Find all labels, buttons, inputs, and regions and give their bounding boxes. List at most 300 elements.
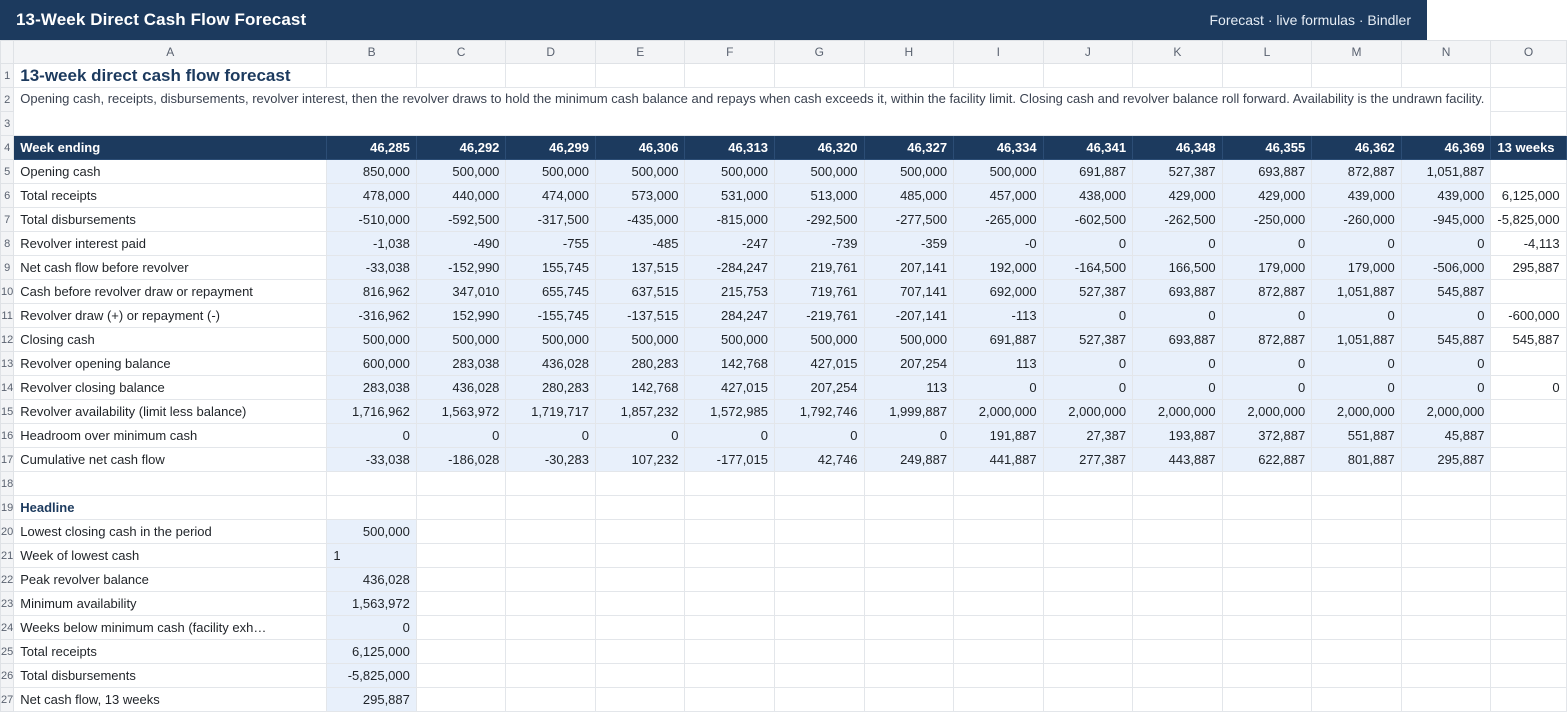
total-column-label[interactable]: 13 weeks [1491,136,1566,160]
empty-cell[interactable] [685,664,775,688]
value-cell[interactable]: 1,051,887 [1312,280,1402,304]
value-cell[interactable]: 478,000 [327,184,417,208]
value-cell[interactable]: 0 [1133,352,1223,376]
empty-cell[interactable] [1043,592,1133,616]
empty-cell[interactable] [685,616,775,640]
value-cell[interactable]: 277,387 [1043,448,1133,472]
empty-cell[interactable] [1491,568,1566,592]
row-header[interactable]: 16 [1,424,14,448]
sheet-note[interactable]: Opening cash, receipts, disbursements, revolver interest, then the revolver draws to hold the minimum cash balance and repays when cash exceeds it, within the facility limit. Closing cash and revolver balance roll forward. Availability is the undrawn facility. [14,88,1491,136]
empty-cell[interactable] [1312,64,1402,88]
value-cell[interactable]: 719,761 [775,280,865,304]
value-cell[interactable]: 113 [954,352,1044,376]
value-cell[interactable]: 0 [685,424,775,448]
value-cell[interactable]: 457,000 [954,184,1044,208]
empty-cell[interactable] [775,472,865,496]
value-cell[interactable]: 155,745 [506,256,596,280]
value-cell[interactable]: 0 [775,424,865,448]
value-cell[interactable]: 0 [1133,304,1223,328]
value-cell[interactable]: 573,000 [595,184,685,208]
value-cell[interactable]: 443,887 [1133,448,1223,472]
value-cell[interactable]: 622,887 [1222,448,1312,472]
value-cell[interactable]: -277,500 [864,208,954,232]
empty-cell[interactable] [1491,496,1566,520]
empty-cell[interactable] [327,64,417,88]
value-cell[interactable]: 45,887 [1401,424,1491,448]
value-cell[interactable]: 113 [864,376,954,400]
empty-cell[interactable] [1401,592,1491,616]
value-cell[interactable]: 0 [1043,376,1133,400]
empty-cell[interactable] [1133,568,1223,592]
row-label[interactable]: Revolver interest paid [14,232,327,256]
value-cell[interactable]: -490 [416,232,506,256]
value-cell[interactable]: 283,038 [327,376,417,400]
empty-cell[interactable] [775,64,865,88]
value-cell[interactable]: 0 [1401,232,1491,256]
empty-cell[interactable] [864,664,954,688]
empty-cell[interactable] [1312,688,1402,712]
empty-cell[interactable] [1401,568,1491,592]
empty-cell[interactable] [685,472,775,496]
column-header[interactable]: H [864,41,954,64]
empty-cell[interactable] [954,496,1044,520]
empty-cell[interactable] [1312,496,1402,520]
empty-cell[interactable] [506,496,596,520]
empty-cell[interactable] [506,664,596,688]
week-ending-date[interactable]: 46,292 [416,136,506,160]
empty-cell[interactable] [1043,472,1133,496]
column-header[interactable]: C [416,41,506,64]
value-cell[interactable]: 801,887 [1312,448,1402,472]
empty-cell[interactable] [1133,520,1223,544]
headline-item-label[interactable]: Net cash flow, 13 weeks [14,688,327,712]
value-cell[interactable]: 179,000 [1312,256,1402,280]
value-cell[interactable]: 693,887 [1133,280,1223,304]
value-cell[interactable]: 192,000 [954,256,1044,280]
value-cell[interactable]: 500,000 [685,328,775,352]
select-all-corner[interactable] [1,41,14,64]
value-cell[interactable]: 527,387 [1133,160,1223,184]
empty-cell[interactable] [416,472,506,496]
row-header[interactable]: 22 [1,568,14,592]
row-header[interactable]: 11 [1,304,14,328]
total-cell[interactable] [1491,352,1566,376]
value-cell[interactable]: 0 [1222,352,1312,376]
value-cell[interactable]: 2,000,000 [1133,400,1223,424]
row-header[interactable]: 20 [1,520,14,544]
value-cell[interactable]: 850,000 [327,160,417,184]
week-ending-date[interactable]: 46,369 [1401,136,1491,160]
empty-cell[interactable] [595,64,685,88]
value-cell[interactable]: -207,141 [864,304,954,328]
headline-item-label[interactable]: Weeks below minimum cash (facility exh… [14,616,327,640]
total-cell[interactable] [1491,424,1566,448]
headline-item-value[interactable]: 295,887 [327,688,417,712]
week-ending-date[interactable]: 46,299 [506,136,596,160]
value-cell[interactable]: -152,990 [416,256,506,280]
empty-cell[interactable] [1133,616,1223,640]
headline-item-value[interactable]: 6,125,000 [327,640,417,664]
empty-cell[interactable] [1222,688,1312,712]
value-cell[interactable]: 500,000 [775,160,865,184]
value-cell[interactable]: 513,000 [775,184,865,208]
value-cell[interactable]: 693,887 [1222,160,1312,184]
empty-cell[interactable] [595,472,685,496]
headline-label[interactable]: Headline [14,496,327,520]
empty-cell[interactable] [954,544,1044,568]
row-header[interactable]: 18 [1,472,14,496]
value-cell[interactable]: 0 [1043,304,1133,328]
empty-cell[interactable] [1491,616,1566,640]
week-ending-date[interactable]: 46,362 [1312,136,1402,160]
value-cell[interactable]: 429,000 [1222,184,1312,208]
total-cell[interactable]: 6,125,000 [1491,184,1566,208]
value-cell[interactable]: 295,887 [1401,448,1491,472]
value-cell[interactable]: 427,015 [685,376,775,400]
value-cell[interactable]: 600,000 [327,352,417,376]
value-cell[interactable]: 691,887 [1043,160,1133,184]
total-cell[interactable] [1491,160,1566,184]
empty-cell[interactable] [864,568,954,592]
value-cell[interactable]: -113 [954,304,1044,328]
value-cell[interactable]: -510,000 [327,208,417,232]
week-ending-date[interactable]: 46,306 [595,136,685,160]
empty-cell[interactable] [1312,568,1402,592]
week-ending-date[interactable]: 46,320 [775,136,865,160]
empty-cell[interactable] [327,472,417,496]
value-cell[interactable]: 531,000 [685,184,775,208]
row-header[interactable]: 14 [1,376,14,400]
column-header[interactable]: F [685,41,775,64]
value-cell[interactable]: 1,999,887 [864,400,954,424]
empty-cell[interactable] [1312,616,1402,640]
value-cell[interactable]: 527,387 [1043,280,1133,304]
row-label[interactable]: Revolver opening balance [14,352,327,376]
column-header[interactable]: J [1043,41,1133,64]
empty-cell[interactable] [864,688,954,712]
value-cell[interactable]: 107,232 [595,448,685,472]
value-cell[interactable]: -0 [954,232,1044,256]
empty-cell[interactable] [1401,640,1491,664]
value-cell[interactable]: 42,746 [775,448,865,472]
spreadsheet-grid[interactable] [0,40,1560,720]
empty-cell[interactable] [685,640,775,664]
value-cell[interactable]: 1,572,985 [685,400,775,424]
empty-cell[interactable] [1133,472,1223,496]
total-cell[interactable]: 545,887 [1491,328,1566,352]
value-cell[interactable]: 691,887 [954,328,1044,352]
value-cell[interactable]: 207,141 [864,256,954,280]
value-cell[interactable]: 207,254 [864,352,954,376]
value-cell[interactable]: -33,038 [327,256,417,280]
empty-cell[interactable] [954,520,1044,544]
empty-cell[interactable] [1222,640,1312,664]
empty-cell[interactable] [506,472,596,496]
empty-cell[interactable] [416,568,506,592]
empty-cell[interactable] [1222,520,1312,544]
value-cell[interactable]: 693,887 [1133,328,1223,352]
value-cell[interactable]: 372,887 [1222,424,1312,448]
value-cell[interactable]: 0 [1312,352,1402,376]
value-cell[interactable]: 0 [506,424,596,448]
total-cell[interactable] [1491,400,1566,424]
value-cell[interactable]: 0 [1133,376,1223,400]
empty-cell[interactable] [864,592,954,616]
value-cell[interactable]: 436,028 [506,352,596,376]
value-cell[interactable]: 249,887 [864,448,954,472]
column-header[interactable]: O [1491,41,1566,64]
column-header[interactable]: M [1312,41,1402,64]
value-cell[interactable]: 655,745 [506,280,596,304]
empty-cell[interactable] [1491,664,1566,688]
empty-cell[interactable] [775,520,865,544]
value-cell[interactable]: 142,768 [685,352,775,376]
value-cell[interactable]: 0 [1312,232,1402,256]
empty-cell[interactable] [416,640,506,664]
value-cell[interactable]: 193,887 [1133,424,1223,448]
empty-cell[interactable] [1222,592,1312,616]
empty-cell[interactable] [506,592,596,616]
empty-cell[interactable] [1401,64,1491,88]
headline-item-label[interactable]: Total receipts [14,640,327,664]
value-cell[interactable]: -1,038 [327,232,417,256]
column-header[interactable]: E [595,41,685,64]
row-header[interactable]: 15 [1,400,14,424]
empty-cell[interactable] [416,64,506,88]
value-cell[interactable]: 1,857,232 [595,400,685,424]
value-cell[interactable]: 137,515 [595,256,685,280]
total-cell[interactable]: -600,000 [1491,304,1566,328]
empty-cell[interactable] [1222,568,1312,592]
row-label[interactable]: Headroom over minimum cash [14,424,327,448]
value-cell[interactable]: 440,000 [416,184,506,208]
empty-cell[interactable] [595,664,685,688]
empty-cell[interactable] [1312,664,1402,688]
empty-cell[interactable] [1312,544,1402,568]
empty-cell[interactable] [1133,544,1223,568]
value-cell[interactable]: -177,015 [685,448,775,472]
value-cell[interactable]: 500,000 [595,328,685,352]
empty-cell[interactable] [954,592,1044,616]
value-cell[interactable]: -755 [506,232,596,256]
value-cell[interactable]: -284,247 [685,256,775,280]
empty-cell[interactable] [954,64,1044,88]
headline-item-value[interactable]: 1 [327,544,417,568]
row-label[interactable]: Revolver availability (limit less balance) [14,400,327,424]
week-ending-date[interactable]: 46,327 [864,136,954,160]
empty-cell[interactable] [1312,640,1402,664]
value-cell[interactable]: 692,000 [954,280,1044,304]
empty-cell[interactable] [595,544,685,568]
value-cell[interactable]: 500,000 [506,328,596,352]
empty-cell[interactable] [506,640,596,664]
column-header[interactable]: D [506,41,596,64]
value-cell[interactable]: 0 [1043,352,1133,376]
empty-cell[interactable] [1133,640,1223,664]
value-cell[interactable]: 0 [864,424,954,448]
empty-cell[interactable] [1133,688,1223,712]
row-header[interactable]: 25 [1,640,14,664]
headline-item-value[interactable]: 0 [327,616,417,640]
row-label[interactable]: Revolver closing balance [14,376,327,400]
value-cell[interactable]: 0 [416,424,506,448]
empty-cell[interactable] [595,616,685,640]
value-cell[interactable]: 1,716,962 [327,400,417,424]
row-header[interactable]: 1 [1,64,14,88]
row-header[interactable]: 17 [1,448,14,472]
value-cell[interactable]: -30,283 [506,448,596,472]
empty-cell[interactable] [1401,544,1491,568]
empty-cell[interactable] [595,520,685,544]
value-cell[interactable]: 283,038 [416,352,506,376]
value-cell[interactable]: 0 [595,424,685,448]
value-cell[interactable]: 166,500 [1133,256,1223,280]
value-cell[interactable]: 872,887 [1312,160,1402,184]
headline-item-label[interactable]: Week of lowest cash [14,544,327,568]
empty-cell[interactable] [1312,472,1402,496]
value-cell[interactable]: 500,000 [416,328,506,352]
empty-cell[interactable] [685,520,775,544]
empty-cell[interactable] [1043,616,1133,640]
value-cell[interactable]: -815,000 [685,208,775,232]
value-cell[interactable]: 551,887 [1312,424,1402,448]
value-cell[interactable]: 545,887 [1401,280,1491,304]
column-header[interactable]: K [1133,41,1223,64]
row-label[interactable]: Cash before revolver draw or repayment [14,280,327,304]
value-cell[interactable]: 2,000,000 [1043,400,1133,424]
value-cell[interactable]: 816,962 [327,280,417,304]
empty-cell[interactable] [1491,544,1566,568]
empty-cell[interactable] [775,592,865,616]
value-cell[interactable]: 280,283 [595,352,685,376]
value-cell[interactable]: 0 [1401,352,1491,376]
empty-cell[interactable] [1312,520,1402,544]
empty-cell[interactable] [954,472,1044,496]
value-cell[interactable]: 872,887 [1222,280,1312,304]
empty-cell[interactable] [864,472,954,496]
empty-cell[interactable] [1043,688,1133,712]
row-header[interactable]: 10 [1,280,14,304]
empty-cell[interactable] [1043,640,1133,664]
value-cell[interactable]: -219,761 [775,304,865,328]
value-cell[interactable]: 500,000 [506,160,596,184]
row-label[interactable]: Total disbursements [14,208,327,232]
empty-cell[interactable] [595,568,685,592]
empty-cell[interactable] [1222,496,1312,520]
column-header[interactable]: L [1222,41,1312,64]
column-header[interactable]: I [954,41,1044,64]
value-cell[interactable]: 500,000 [416,160,506,184]
value-cell[interactable]: 872,887 [1222,328,1312,352]
empty-cell[interactable] [506,64,596,88]
empty-cell[interactable] [864,520,954,544]
value-cell[interactable]: 0 [1222,304,1312,328]
value-cell[interactable]: 439,000 [1312,184,1402,208]
row-header[interactable]: 26 [1,664,14,688]
value-cell[interactable]: -247 [685,232,775,256]
row-header[interactable]: 12 [1,328,14,352]
empty-cell[interactable] [595,688,685,712]
value-cell[interactable]: -945,000 [1401,208,1491,232]
value-cell[interactable]: 0 [1133,232,1223,256]
empty-cell[interactable] [506,520,596,544]
value-cell[interactable]: 284,247 [685,304,775,328]
value-cell[interactable]: 179,000 [1222,256,1312,280]
empty-cell[interactable] [1043,664,1133,688]
headline-item-value[interactable]: 1,563,972 [327,592,417,616]
total-cell[interactable]: -4,113 [1491,232,1566,256]
headline-item-value[interactable]: 500,000 [327,520,417,544]
row-header[interactable]: 13 [1,352,14,376]
empty-cell[interactable] [1491,592,1566,616]
value-cell[interactable]: 527,387 [1043,328,1133,352]
empty-cell[interactable] [506,616,596,640]
empty-cell[interactable] [1491,688,1566,712]
empty-cell[interactable] [1312,592,1402,616]
value-cell[interactable]: 441,887 [954,448,1044,472]
week-ending-date[interactable]: 46,285 [327,136,417,160]
value-cell[interactable]: 0 [1401,304,1491,328]
row-header[interactable]: 19 [1,496,14,520]
empty-cell[interactable] [1133,496,1223,520]
value-cell[interactable]: 500,000 [327,328,417,352]
value-cell[interactable]: 1,051,887 [1312,328,1402,352]
empty-cell[interactable] [685,64,775,88]
value-cell[interactable]: -155,745 [506,304,596,328]
value-cell[interactable]: 500,000 [775,328,865,352]
week-ending-date[interactable]: 46,355 [1222,136,1312,160]
value-cell[interactable]: -592,500 [416,208,506,232]
empty-cell[interactable] [954,664,1044,688]
empty-cell[interactable] [1043,544,1133,568]
value-cell[interactable]: -262,500 [1133,208,1223,232]
value-cell[interactable]: 2,000,000 [1312,400,1402,424]
value-cell[interactable]: 152,990 [416,304,506,328]
column-header[interactable]: G [775,41,865,64]
column-header[interactable]: B [327,41,417,64]
value-cell[interactable]: 0 [327,424,417,448]
empty-cell[interactable] [1043,568,1133,592]
empty-cell[interactable] [1133,664,1223,688]
value-cell[interactable]: 1,719,717 [506,400,596,424]
total-cell[interactable] [1491,280,1566,304]
value-cell[interactable]: 2,000,000 [954,400,1044,424]
empty-cell[interactable] [1491,472,1566,496]
value-cell[interactable]: -292,500 [775,208,865,232]
value-cell[interactable]: 427,015 [775,352,865,376]
value-cell[interactable]: -739 [775,232,865,256]
empty-cell[interactable] [1043,496,1133,520]
value-cell[interactable]: 707,141 [864,280,954,304]
empty-cell[interactable] [775,640,865,664]
row-label[interactable]: Net cash flow before revolver [14,256,327,280]
value-cell[interactable]: 438,000 [1043,184,1133,208]
week-ending-date[interactable]: 46,348 [1133,136,1223,160]
value-cell[interactable]: -317,500 [506,208,596,232]
headline-item-value[interactable]: -5,825,000 [327,664,417,688]
value-cell[interactable]: -359 [864,232,954,256]
value-cell[interactable]: 1,792,746 [775,400,865,424]
empty-cell[interactable] [954,640,1044,664]
empty-cell[interactable] [864,640,954,664]
value-cell[interactable]: 0 [1401,376,1491,400]
empty-cell[interactable] [685,688,775,712]
value-cell[interactable]: -186,028 [416,448,506,472]
empty-cell[interactable] [506,688,596,712]
value-cell[interactable]: 500,000 [685,160,775,184]
value-cell[interactable]: -260,000 [1312,208,1402,232]
row-header[interactable]: 2 [1,88,14,112]
